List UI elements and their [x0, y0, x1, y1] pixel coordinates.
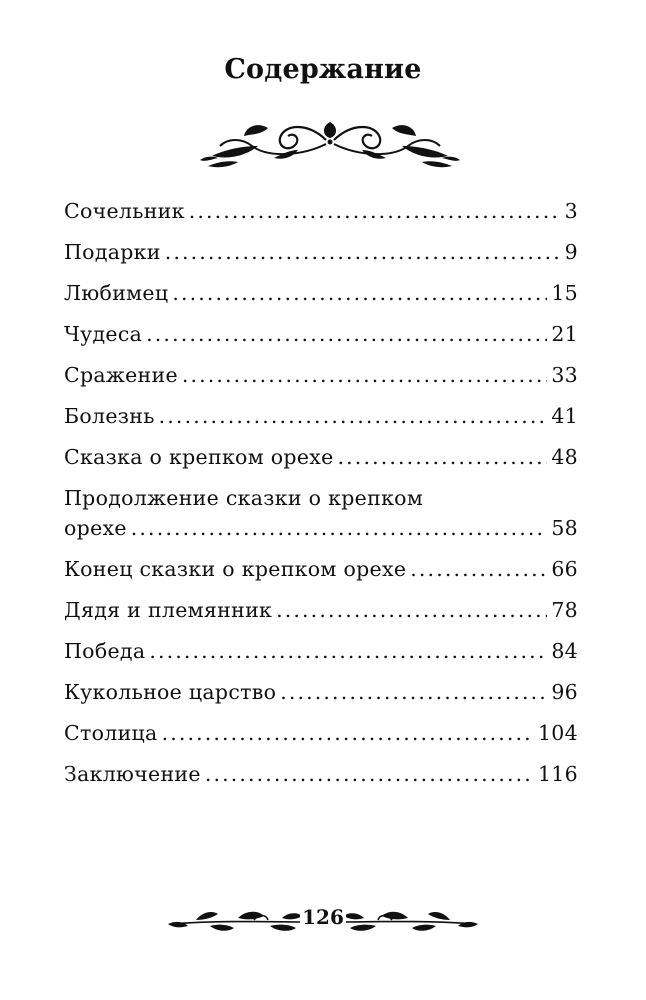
toc-leader-dots [149, 636, 547, 666]
toc-leader-dots [146, 319, 547, 349]
toc-entry-title: Сочельник [64, 199, 185, 223]
toc-entry[interactable] [64, 759, 578, 800]
toc-leader-dots [162, 718, 534, 748]
toc-entry-title: Болезнь [64, 404, 155, 428]
page-number [166, 905, 480, 929]
toc-leader-dots [159, 401, 548, 431]
toc-entry[interactable] [64, 554, 578, 595]
toc-entry-title: Столица [64, 721, 158, 745]
toc-entry-page: 104 [537, 721, 578, 745]
toc-entry-title: Сражение [64, 363, 178, 387]
toc-leader-dots [280, 677, 547, 707]
toc-entry-title: Продолжение сказки о крепком [64, 486, 424, 510]
toc-entry[interactable] [64, 278, 578, 319]
toc-leader-dots [172, 278, 547, 308]
page-footer [166, 902, 480, 936]
toc-entry[interactable] [64, 360, 578, 401]
toc-entry-page: 9 [564, 240, 578, 264]
table-of-contents [64, 196, 578, 800]
toc-leader-dots [165, 237, 561, 267]
toc-entry[interactable] [64, 636, 578, 677]
toc-entry[interactable] [64, 401, 578, 442]
toc-entry-page: 15 [551, 281, 578, 305]
toc-leader-dots [189, 196, 561, 226]
toc-entry-title: Подарки [64, 240, 161, 264]
toc-leader-dots [182, 360, 547, 390]
toc-entry-title: Заключение [64, 762, 201, 786]
toc-entry-page: 116 [537, 762, 578, 786]
toc-leader-dots [131, 513, 548, 543]
toc-entry-page: 41 [551, 404, 578, 428]
toc-entry-page: 66 [551, 557, 578, 581]
toc-entry[interactable] [64, 595, 578, 636]
toc-entry-title: Любимец [64, 281, 169, 305]
toc-entry-title: Конец сказки о крепком орехе [64, 557, 407, 581]
toc-entry-page: 33 [551, 363, 578, 387]
toc-entry-title: Дядя и племянник [64, 598, 273, 622]
toc-entry[interactable] [64, 319, 578, 360]
toc-entry-title: Победа [64, 639, 146, 663]
toc-entry-page: 3 [564, 199, 578, 223]
toc-entry-page: 78 [551, 598, 578, 622]
toc-entry-title: Чудеса [64, 322, 143, 346]
toc-entry[interactable] [64, 718, 578, 759]
toc-entry[interactable] [64, 196, 578, 237]
toc-leader-dots [338, 442, 548, 472]
toc-entry-page: 84 [551, 639, 578, 663]
toc-leader-dots [205, 759, 534, 789]
toc-entry[interactable] [64, 442, 578, 483]
toc-entry[interactable] [64, 677, 578, 718]
toc-entry-title-continuation: орехе [64, 516, 127, 540]
toc-entry-page: 48 [551, 445, 578, 469]
toc-entry-page: 58 [551, 516, 578, 540]
toc-entry-title: Сказка о крепком орехе [64, 445, 334, 469]
toc-entry-title: Кукольное царство [64, 680, 277, 704]
toc-leader-dots [276, 595, 547, 625]
toc-entry[interactable] [64, 237, 578, 278]
page-title: Содержание [224, 54, 422, 85]
toc-entry-page: 21 [551, 322, 578, 346]
toc-entry-page: 96 [551, 680, 578, 704]
toc-leader-dots [410, 554, 547, 584]
ornament-divider-icon [198, 116, 462, 170]
page-number-text: 126 [302, 905, 344, 929]
toc-entry[interactable] [64, 483, 578, 554]
